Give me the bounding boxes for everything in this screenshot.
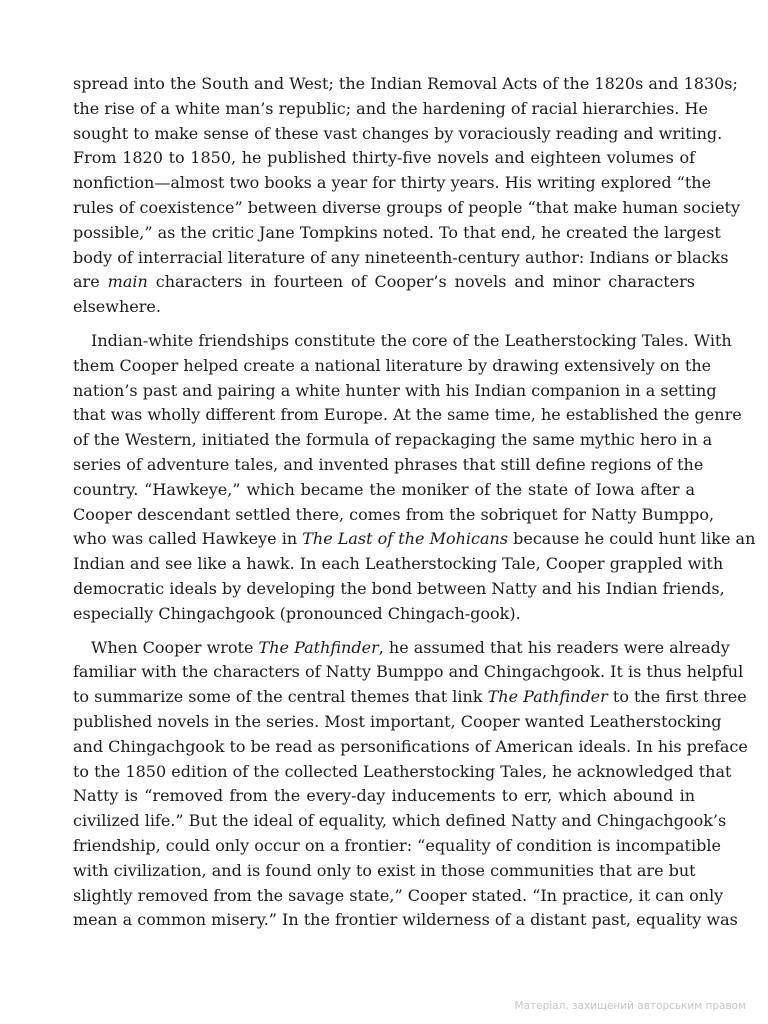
italic-text: The Pathfinder [258, 637, 379, 657]
text-line [73, 146, 695, 171]
page-body [73, 72, 756, 942]
text-line [73, 834, 721, 859]
italic-text: The Last of the Mohicans [302, 529, 509, 549]
text-line [73, 270, 695, 295]
paragraph [73, 329, 756, 627]
text-line [73, 602, 695, 627]
text-run: From 1820 to 1850, he published thirty-five novels and eighteen volumes of [73, 148, 695, 168]
text-run: sought to make sense of these vast changes by voraciously reading and writing. [73, 123, 723, 143]
text-run: are [73, 272, 108, 292]
text-line [73, 453, 704, 478]
text-run: Natty is “removed from the every-day inducements to err, which abound in [73, 786, 695, 806]
text-run: elsewhere. [73, 297, 161, 317]
text-line [73, 685, 747, 710]
copyright-watermark: Матеріал, захищений авторським правом [514, 1000, 746, 1012]
text-run: with civilization, and is found only to exist in those communities that are but [73, 860, 696, 880]
text-line [73, 221, 721, 246]
italic-text: The Pathfinder [487, 687, 608, 707]
text-run: because he could hunt like an [508, 529, 756, 549]
text-run: , he assumed that his readers were already [378, 637, 730, 657]
text-line [73, 636, 730, 661]
italic-text: main [107, 272, 148, 292]
text-line [73, 552, 724, 577]
text-run: of the Western, initiated the formula of repackaging the same mythic hero in a [73, 430, 713, 450]
paragraph [73, 636, 748, 934]
text-line [73, 760, 732, 785]
text-line [73, 403, 742, 428]
text-run: published novels in the series. Most important, Cooper wanted Leatherstocking [73, 711, 722, 731]
text-line [73, 710, 722, 735]
text-run: spread into the South and West; the Indian Removal Acts of the 1820s and 1830s; [73, 74, 738, 93]
text-line [73, 354, 712, 379]
text-run: nation’s past and pairing a white hunter with his Indian companion in a setting [73, 380, 717, 400]
text-run: and Chingachgook to be read as personifications of American ideals. In his preface [73, 736, 748, 756]
text-run: possible,” as the critic Jane Tompkins noted. To that end, he created the largest [73, 222, 721, 242]
text-line [73, 660, 744, 685]
text-run: to the 1850 edition of the collected Leatherstocking Tales, he acknowledged that [73, 761, 732, 781]
text-run: to summarize some of the central themes that link [73, 687, 488, 707]
text-line [73, 72, 738, 97]
text-line [73, 784, 695, 809]
text-line [73, 122, 723, 147]
text-run: friendship, could only occur on a frontier: “equality of condition is incompatible [73, 835, 721, 855]
text-run: Cooper descendant settled there, comes from the sobriquet for Natty Bumppo, [73, 504, 715, 524]
text-line [73, 809, 727, 834]
text-line [73, 503, 715, 528]
text-run: Indian-white friendships constitute the core of the Leatherstocking Tales. With [91, 330, 732, 350]
text-run: When Cooper wrote [91, 637, 259, 657]
text-run: mean a common misery.” In the frontier wilderness of a distant past, equality was [73, 910, 738, 930]
text-line [73, 97, 708, 122]
text-run: slightly removed from the savage state,” Cooper stated. “In practice, it can only [73, 885, 724, 905]
text-run: body of interracial literature of any nineteenth-century author: Indians or blacks [73, 247, 729, 267]
text-run: characters in fourteen of Cooper’s novels and minor characters [147, 272, 696, 292]
text-line [73, 908, 738, 933]
text-run: civilized life.” But the ideal of equality, which defined Natty and Chingachgook’s [73, 811, 727, 831]
text-run: nonfiction—almost two books a year for thirty years. His writing explored “the [73, 173, 712, 193]
text-run: Indian and see like a hawk. In each Leatherstocking Tale, Cooper grappled with [73, 554, 724, 574]
text-line [73, 859, 695, 884]
text-run: them Cooper helped create a national literature by drawing extensively on the [73, 355, 712, 375]
text-line [73, 329, 732, 354]
text-run: series of adventure tales, and invented phrases that still define regions of the [73, 454, 704, 474]
text-line [73, 379, 717, 404]
text-run: country. “Hawkeye,” which became the moniker of the state of Iowa after a [73, 479, 695, 499]
text-line [73, 527, 756, 552]
text-line [73, 884, 724, 909]
text-run: rules of coexistence” between diverse groups of people “that make human society [73, 197, 740, 217]
text-run: democratic ideals by developing the bond between Natty and his Indian friends, [73, 578, 725, 598]
text-line [73, 246, 729, 271]
text-line [73, 428, 713, 453]
text-line [73, 171, 712, 196]
text-line [73, 478, 695, 503]
text-line [73, 295, 695, 320]
text-run: that was wholly different from Europe. At the same time, he established the genre [73, 405, 742, 425]
text-line [73, 735, 748, 760]
text-line [73, 577, 725, 602]
text-run: the rise of a white man’s republic; and the hardening of racial hierarchies. He [73, 98, 708, 118]
text-run: who was called Hawkeye in [73, 529, 303, 549]
text-run: especially Chingachgook (pronounced Chingach-gook). [73, 603, 521, 623]
text-run: to the first three [607, 687, 747, 707]
text-line [73, 196, 740, 221]
paragraph [73, 72, 740, 320]
text-run: familiar with the characters of Natty Bumppo and Chingachgook. It is thus helpful [73, 662, 744, 682]
